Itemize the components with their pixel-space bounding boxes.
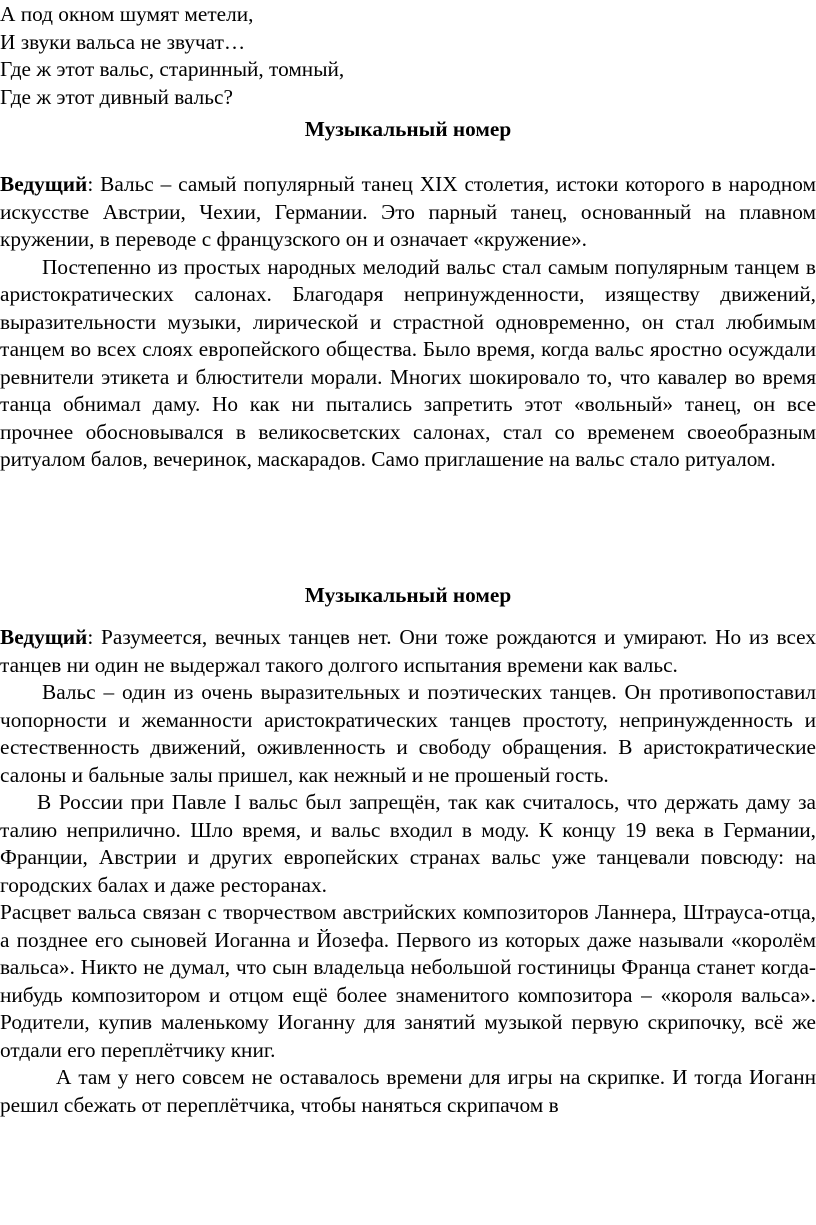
poem-line: А под окном шумят метели, <box>0 2 254 26</box>
paragraph-text: : Разумеется, вечных танцев нет. Они тоже рождаются и умирают. Но из всех танцев ни один не выдержал такого долгого испытания времени как вальс. <box>0 625 816 677</box>
host-speech-2 <box>0 624 816 1119</box>
poem-line: Где ж этот дивный вальс? <box>0 84 233 109</box>
host-speech-1 <box>0 171 816 474</box>
poem-line: Где ж этот вальс, старинный, томный, <box>0 57 345 81</box>
paragraph <box>0 624 816 679</box>
paragraph <box>0 171 816 254</box>
paragraph: В России при Павле I вальс был запрещён, так как считалось, что держать даму за талию неприлично. Шло время, и вальс входил в моду. К концу 19 века в Германии, Франции, Австрии и других европейских странах вальс уже танцевали повсюду: на городских балах и даже ресторанах. <box>0 790 816 897</box>
poem-line: И звуки вальса не звучат… <box>0 29 246 54</box>
section-heading: Музыкальный номер <box>304 583 512 607</box>
heading-musical-number-2 <box>0 582 816 610</box>
paragraph-text: : Вальс – самый популярный танец XIX столетия, истоки которого в народном искусстве Австрии, Чехии, Германии. Это парный танец, основанный на плавном кружении, в переводе с французского он и означает «кружение». <box>0 172 816 251</box>
poem-stanza <box>0 1 816 111</box>
heading-musical-number-1 <box>0 116 816 144</box>
paragraph: Вальс – один из очень выразительных и поэтических танцев. Он противопоставил чопорности и жеманности аристократических танцев простоту, непринужденность и естественность движений, оживленность и свободу обращения. В аристократические салоны и бальные залы пришел, как нежный и не прошеный гость. <box>0 680 816 787</box>
paragraph: Постепенно из простых народных мелодий вальс стал самым популярным танцем в аристократических салонах. Благодаря непринужденности, изяществу движений, выразительности музыки, лирической и страстной одновременно, он стал любимым танцем во всех слоях европейского общества. Было время, когда вальс яростно осуждали ревнители этикета и блюстители морали. Многих шокировало то, что кавалер во время танца обнимал даму. Но как ни пытались запретить этот «вольный» танец, он все прочнее обосновывался в великосветских салонах, стал со временем своеобразным ритуалом балов, вечеринок, маскарадов. Само приглашение на вальс стало ритуалом. <box>0 254 816 471</box>
paragraph: Расцвет вальса связан с творчеством австрийских композиторов Ланнера, Штрауса-отца, а позднее его сыновей Иоганна и Йозефа. Первого из которых даже называли «королём вальса». Никто не думал, что сын владельца небольшой гостиницы Франца станет когда-нибудь композитором и отцом ещё более знаменитого композитора – «короля вальса». Родители, купив маленькому Иоганну для занятий музыкой первую скрипочку, всё же отдали его переплётчику книг. <box>0 900 816 1062</box>
section-heading: Музыкальный номер <box>304 117 512 141</box>
speaker-label: Ведущий <box>0 625 88 649</box>
speaker-label: Ведущий <box>0 172 88 196</box>
paragraph: А там у него совсем не оставалось времени для игры на скрипке. И тогда Иоганн решил сбежать от переплётчика, чтобы наняться скрипачом в <box>0 1065 816 1117</box>
